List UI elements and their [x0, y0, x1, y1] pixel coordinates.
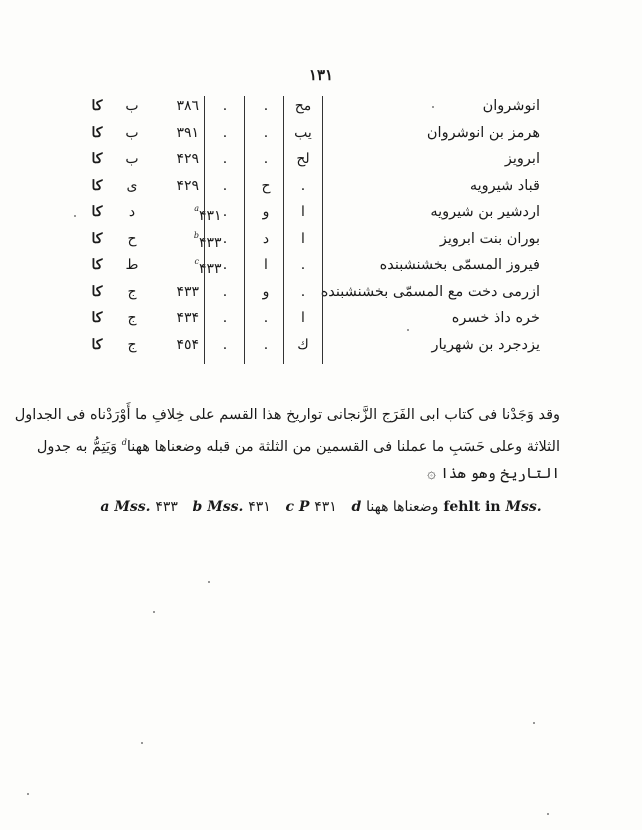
days-cell: .	[222, 124, 228, 141]
speck	[533, 722, 535, 724]
speck	[407, 329, 409, 331]
cumulative-years-cell: ٣٩١	[176, 124, 199, 141]
months-cell: .	[263, 336, 269, 353]
table-row	[70, 227, 540, 254]
months-cell: .	[263, 310, 269, 326]
letter-cell: ط	[125, 257, 139, 273]
letter-cell: د	[128, 204, 136, 220]
cumulative-years-cell: ٣٨٦	[176, 98, 199, 114]
ruler-name: فيروز المسمّى بخشنشبنده	[379, 257, 540, 273]
days-cell: .	[222, 257, 228, 273]
column-rule	[244, 96, 245, 364]
ruler-name: هرمز بن انوشروان	[426, 124, 540, 141]
ruler-name: ابرويز	[504, 151, 540, 167]
letter-cell: ب	[125, 124, 139, 141]
months-cell: .	[263, 124, 269, 141]
epoch-cell: كا	[91, 257, 103, 273]
chronology-table	[70, 94, 540, 359]
column-rule	[283, 96, 284, 364]
months-cell: د	[262, 230, 270, 247]
ruler-name: بوران بنت ابرويز	[439, 230, 540, 247]
days-cell: .	[222, 204, 228, 220]
epoch-cell: كا	[91, 177, 103, 194]
cumulative-years-cell: ۴٢٩	[176, 151, 199, 167]
letter-cell: ج	[127, 336, 137, 353]
days-cell: .	[222, 283, 228, 300]
years-cell: ا	[301, 230, 305, 247]
speck	[208, 581, 210, 583]
years-cell: .	[300, 177, 306, 194]
table-row	[70, 147, 540, 174]
table-row	[70, 200, 540, 227]
letter-cell: ج	[127, 283, 137, 300]
paragraph-line: وقد وَجَدْنا فى كتاب ابى الفَرَج الزَّنجانى تواريخ هذا القسم على خِلافِ ما أَوْرَدْناه فى الجداول	[14, 407, 560, 423]
footnote-marker: c	[194, 257, 199, 266]
cumulative-years-cell: ۴٣٣	[176, 283, 199, 300]
cumulative-years-cell: ۴٣۴	[176, 310, 199, 326]
ruler-name: انوشروان	[482, 98, 540, 114]
cumulative-years-cell: $^b$ ۴٣٣	[193, 230, 222, 251]
years-cell: مح	[294, 98, 312, 114]
months-cell: ح	[261, 177, 271, 194]
months-cell: و	[262, 204, 270, 220]
letter-cell: ج	[127, 310, 137, 326]
epoch-cell: كا	[91, 98, 103, 114]
cumulative-years-cell: $^a$ ۴٣١	[194, 204, 222, 224]
months-cell: .	[263, 98, 269, 114]
epoch-cell: كا	[91, 336, 103, 353]
letter-cell: ب	[125, 98, 139, 114]
letter-cell: ى	[126, 177, 138, 194]
speck	[74, 215, 76, 217]
speck	[547, 813, 549, 815]
footnotes: a Mss. ۴٣٣ b Mss. ۴٣١ c P ۴٣١ d وضعناها ههنا fehlt in Mss.	[100, 499, 542, 515]
table-row	[70, 306, 540, 333]
epoch-cell: كا	[91, 230, 103, 247]
days-cell: .	[222, 98, 228, 114]
epoch-cell: كا	[91, 204, 103, 220]
column-rule	[322, 96, 323, 364]
years-cell: .	[300, 283, 306, 300]
days-cell: .	[222, 151, 228, 167]
footnote-marker: b	[193, 230, 199, 240]
column-rule	[204, 96, 205, 364]
table-row	[70, 253, 540, 280]
ruler-name: قباد شيرويه	[469, 177, 540, 194]
speck	[432, 106, 434, 108]
years-cell: .	[300, 257, 306, 273]
years-cell: ا	[301, 310, 305, 326]
speck	[141, 742, 143, 744]
cumulative-years-cell: ۴٢٩	[176, 177, 199, 194]
footnote-marker: a	[194, 204, 199, 213]
table-row	[70, 280, 540, 307]
speck	[27, 793, 29, 795]
letter-cell: ح	[127, 230, 137, 247]
months-cell: .	[263, 151, 269, 167]
ruler-name: ازرمى دخت مع المسمّى بخشنشبنده	[320, 283, 540, 300]
speck	[153, 611, 155, 613]
months-cell: ا	[264, 257, 268, 273]
paragraph-line: التاريخ وهو هذا ۞	[427, 465, 560, 482]
table-row	[70, 121, 540, 148]
ruler-name: اردشير بن شيرويه	[430, 204, 540, 220]
paragraph-line: الثلاثة وعلى حَسَبِ ما عملنا فى القسمين من الثلثة من قبله وضعناها ههنا$^d$ وَيَتِمُّ به جدول	[36, 438, 560, 455]
days-cell: .	[222, 177, 228, 194]
years-cell: ك	[297, 336, 309, 353]
epoch-cell: كا	[91, 310, 103, 326]
days-cell: .	[222, 230, 228, 247]
years-cell: لح	[296, 151, 310, 167]
years-cell: يب	[294, 124, 312, 141]
epoch-cell: كا	[91, 124, 103, 141]
ruler-name: يزدجرد بن شهريار	[431, 336, 540, 353]
years-cell: ا	[301, 204, 305, 220]
cumulative-years-cell: $^c$ ۴٣٣	[194, 257, 222, 277]
months-cell: و	[262, 283, 270, 300]
table-row	[70, 333, 540, 360]
footnote-marker: d	[121, 438, 127, 447]
epoch-cell: كا	[91, 283, 103, 300]
page-number: ١٣١	[308, 66, 334, 84]
days-cell: .	[222, 310, 228, 326]
letter-cell: ب	[125, 151, 139, 167]
epoch-cell: كا	[91, 151, 103, 167]
ruler-name: خره داذ خسره	[451, 310, 540, 326]
cumulative-years-cell: ۴٥۴	[176, 336, 199, 353]
table-row	[70, 94, 540, 121]
table-row	[70, 174, 540, 201]
body-paragraph	[14, 402, 560, 488]
days-cell: .	[222, 336, 228, 353]
